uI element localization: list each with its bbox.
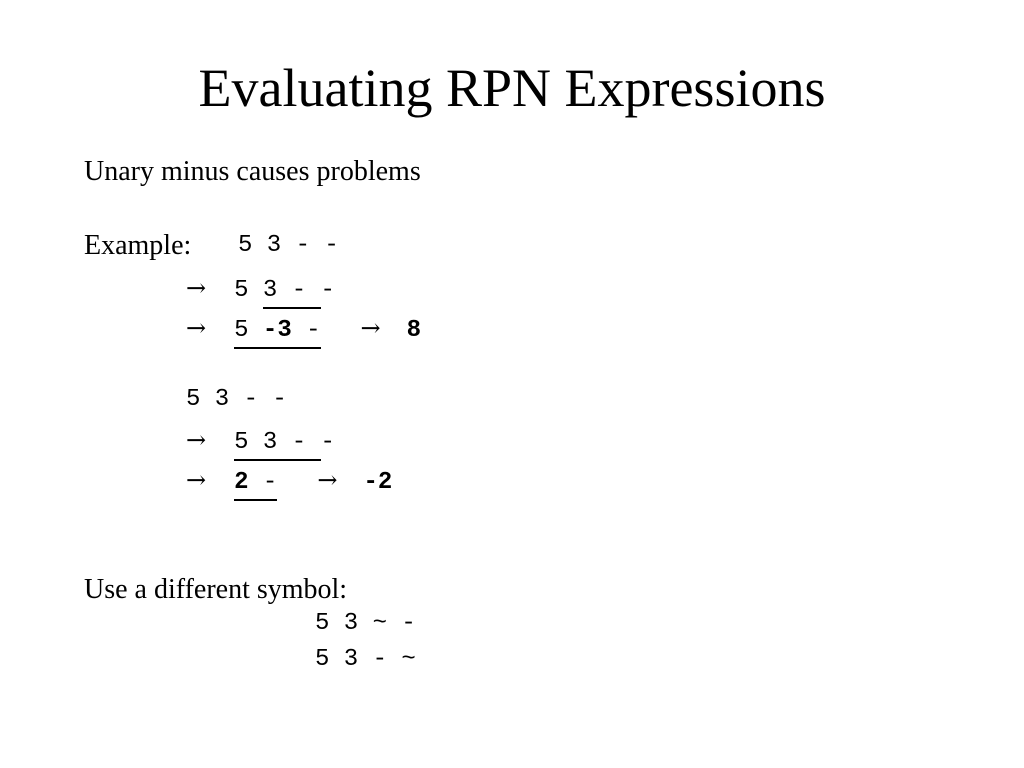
- rpn-subexpression: [234, 469, 277, 501]
- example2-line3: [186, 466, 392, 501]
- alt-expression-2: [315, 646, 416, 674]
- rpn-subexpression: 5 3 -: [234, 429, 320, 461]
- example2-line2: [186, 426, 335, 461]
- rpn-token: -: [320, 429, 335, 456]
- rpn-result: -2: [363, 469, 393, 496]
- example1-line3: [186, 314, 421, 349]
- rpn-expression: 5 3 ~ -: [315, 610, 416, 637]
- arrow-icon: →: [317, 466, 338, 494]
- arrow-icon: →: [186, 466, 207, 494]
- rpn-token: -: [248, 469, 278, 496]
- rpn-intermediate-value: 2: [234, 469, 249, 496]
- rpn-subexpression: [234, 317, 320, 349]
- rpn-token: -: [320, 277, 335, 304]
- rpn-subexpression: 3 -: [263, 277, 321, 309]
- example1-line1: [238, 232, 339, 260]
- rpn-expression: 5 3 - ~: [315, 646, 416, 673]
- alt-symbol-label: Use a different symbol:: [84, 574, 348, 605]
- example-label: Example:: [84, 230, 192, 261]
- arrow-icon: →: [360, 314, 381, 342]
- rpn-token: -: [291, 317, 321, 344]
- rpn-intermediate-value: -3: [262, 317, 292, 344]
- rpn-token: 5: [234, 277, 263, 304]
- example1-line2: [186, 274, 335, 309]
- alt-expression-1: [315, 610, 416, 638]
- intro-text: Unary minus causes problems: [84, 156, 421, 187]
- arrow-icon: →: [186, 274, 207, 302]
- rpn-result: 8: [406, 317, 422, 344]
- rpn-token: 5: [234, 317, 263, 344]
- slide-title: Evaluating RPN Expressions: [198, 58, 826, 118]
- arrow-icon: →: [186, 314, 207, 342]
- arrow-icon: →: [186, 426, 207, 454]
- rpn-expression: 5 3 - -: [186, 386, 287, 413]
- example2-line1: [186, 386, 287, 414]
- rpn-expression: 5 3 - -: [238, 232, 339, 259]
